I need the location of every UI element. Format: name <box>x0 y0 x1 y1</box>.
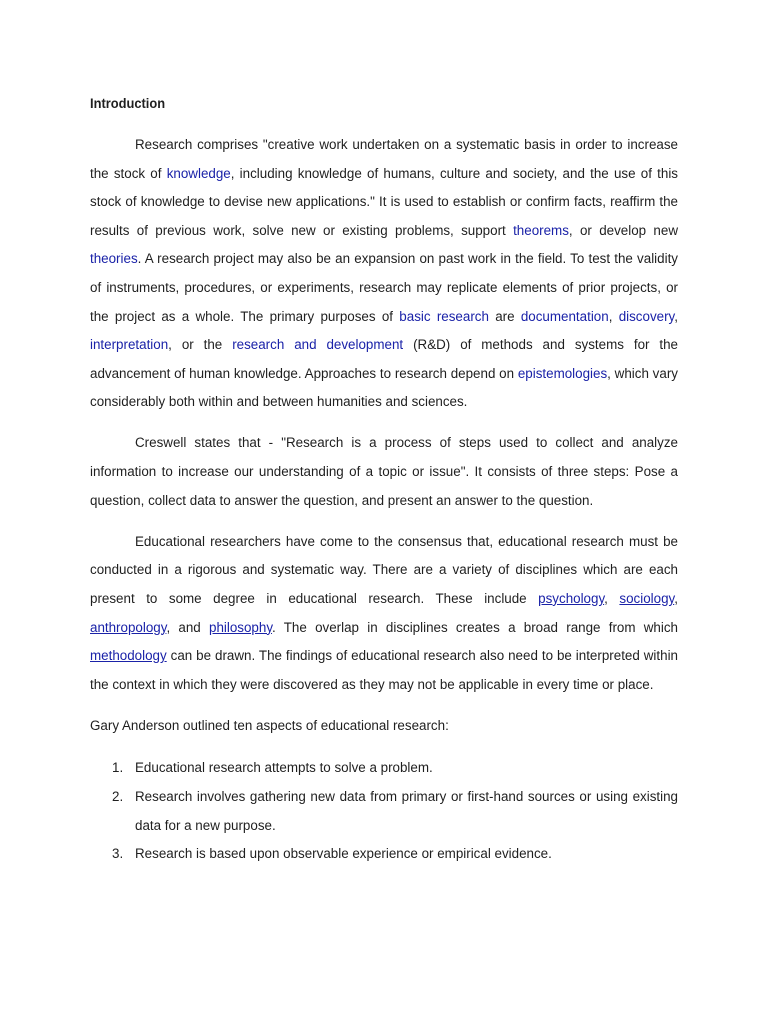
paragraph-text: . The overlap in disciplines creates a broad range from which <box>272 619 678 635</box>
list-item <box>90 783 678 840</box>
link-basic-research[interactable]: basic research <box>399 308 489 324</box>
link-knowledge[interactable]: knowledge <box>166 165 231 181</box>
link-epistemologies[interactable]: epistemologies <box>517 365 608 381</box>
link-documentation[interactable]: documentation <box>520 308 609 324</box>
link-theories[interactable]: theories <box>90 251 138 267</box>
paragraph-text: , including knowledge of humans, culture and society, and the use of this stock of knowledge to devise new applications." It is used to establish or confirm facts, reaffirm the results of previous work, solve new or existing problems, support <box>90 165 678 238</box>
link-research-and-development[interactable]: research and development <box>232 337 404 353</box>
link-psychology[interactable]: psychology <box>538 590 605 606</box>
link-anthropology[interactable]: anthropology <box>90 619 167 635</box>
paragraph-text: , <box>674 590 678 606</box>
list-item <box>90 840 678 869</box>
list-item-text: Research is based upon observable experience or empirical evidence. <box>135 846 552 862</box>
list-number: 1. <box>112 760 124 776</box>
list-item-text: Educational research attempts to solve a problem. <box>135 760 433 776</box>
paragraph-text: are <box>488 308 521 324</box>
paragraph-text: Educational researchers have come to the consensus that, educational research must be conducted in a rigorous and systematic way. There are a variety of disciplines which are each present to some degree in educational research. These include <box>90 533 678 606</box>
paragraph-text: can be drawn. The findings of educational research also need to be interpreted within the context in which they were discovered as they may not be applicable in every time or place. <box>90 648 678 692</box>
paragraph-text: , <box>608 308 619 324</box>
paragraph-text: , <box>604 590 620 606</box>
paragraph-text: (R&D) of methods and systems for the advancement of human knowledge. Approaches to research depend on <box>90 337 679 381</box>
document-body <box>90 93 678 869</box>
link-philosophy[interactable]: philosophy <box>209 619 273 635</box>
paragraph-creswell: Creswell states that - "Research is a process of steps used to collect and analyze information to increase our understanding of a topic or issue". It consists of three steps: Pose a question, collect data to answer the question, and present an answer to the question. <box>90 435 678 508</box>
paragraph-text: Research comprises "creative work undertaken on a systematic basis in order to increase the stock of <box>90 137 678 181</box>
list-item-text: Research involves gathering new data from primary or first-hand sources or using existing data for a new purpose. <box>135 788 678 833</box>
paragraph-text: . A research project may also be an expansion on past work in the field. To test the validity of instruments, procedures, or experiments, research may replicate elements of prior projects, or the project as a whole. The primary purposes of <box>90 251 678 324</box>
list-number: 2. <box>112 788 124 804</box>
paragraph-text: , and <box>166 619 209 635</box>
paragraph-text: , or develop new <box>568 222 678 238</box>
paragraph-educational-research <box>90 528 678 700</box>
link-discovery[interactable]: discovery <box>618 308 675 324</box>
paragraph-anderson: Gary Anderson outlined ten aspects of educational research: <box>90 717 449 733</box>
link-interpretation[interactable]: interpretation <box>90 337 169 353</box>
list-item <box>90 754 678 783</box>
paragraph-text: , or the <box>168 337 233 353</box>
link-theorems[interactable]: theorems <box>513 222 569 238</box>
aspects-list <box>90 754 678 868</box>
list-number: 3. <box>112 846 124 862</box>
section-heading: Introduction <box>90 95 166 111</box>
link-methodology[interactable]: methodology <box>90 648 167 664</box>
paragraph-text: , which vary considerably both within and between humanities and sciences. <box>90 365 678 410</box>
link-sociology[interactable]: sociology <box>619 590 675 606</box>
paragraph-research-definition <box>90 131 678 417</box>
paragraph-text: , <box>674 308 678 324</box>
